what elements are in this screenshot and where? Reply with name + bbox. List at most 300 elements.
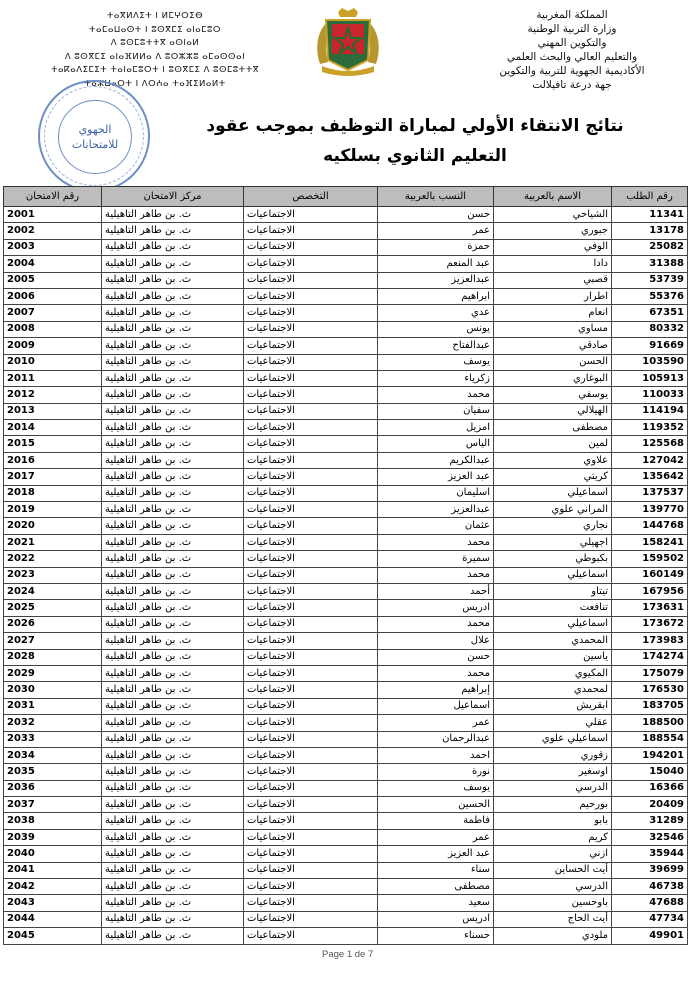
- first-name-cell: حسناء: [378, 928, 494, 944]
- last-name-cell: علاوي: [494, 452, 612, 468]
- exam-center-cell: ث. بن طاهر التاهيلية: [102, 272, 244, 288]
- table-row: [4, 354, 688, 370]
- first-name-cell: عبدالعزيز: [378, 272, 494, 288]
- first-name-cell: عمر: [378, 715, 494, 731]
- first-name-cell: عبدالكريم: [378, 452, 494, 468]
- request-number-cell: 67351: [612, 305, 688, 321]
- table-row: [4, 879, 688, 895]
- last-name-cell: ازني: [494, 846, 612, 862]
- exam-number-cell: 2035: [4, 764, 102, 780]
- last-name-cell: اسماعيلي علوي: [494, 731, 612, 747]
- specialty-cell: الاجتماعيات: [244, 616, 378, 632]
- specialty-cell: الاجتماعيات: [244, 272, 378, 288]
- specialty-cell: الاجتماعيات: [244, 715, 378, 731]
- first-name-cell: إبراهيم: [378, 682, 494, 698]
- exam-center-cell: ث. بن طاهر التاهيلية: [102, 420, 244, 436]
- exam-center-cell: ث. بن طاهر التاهيلية: [102, 846, 244, 862]
- first-name-cell: عبد المنعم: [378, 256, 494, 272]
- column-header-last-name: الاسم بالعربية: [494, 187, 612, 207]
- first-name-cell: حمزة: [378, 239, 494, 255]
- exam-number-cell: 2043: [4, 895, 102, 911]
- exam-center-cell: ث. بن طاهر التاهيلية: [102, 649, 244, 665]
- exam-center-cell: ث. بن طاهر التاهيلية: [102, 534, 244, 550]
- first-name-cell: ادريس: [378, 600, 494, 616]
- table-row: [4, 452, 688, 468]
- last-name-cell: المحمدي: [494, 633, 612, 649]
- table-row: [4, 682, 688, 698]
- first-name-cell: محمد: [378, 665, 494, 681]
- request-number-cell: 47734: [612, 911, 688, 927]
- exam-number-cell: 2026: [4, 616, 102, 632]
- specialty-cell: الاجتماعيات: [244, 387, 378, 403]
- exam-number-cell: 2011: [4, 370, 102, 386]
- header-right-line: والتكوين المهني: [537, 37, 607, 49]
- specialty-cell: الاجتماعيات: [244, 354, 378, 370]
- table-row: [4, 502, 688, 518]
- specialty-cell: الاجتماعيات: [244, 207, 378, 223]
- request-number-cell: 15040: [612, 764, 688, 780]
- table-row: [4, 583, 688, 599]
- first-name-cell: حسن: [378, 649, 494, 665]
- exam-center-cell: ث. بن طاهر التاهيلية: [102, 698, 244, 714]
- exam-number-cell: 2018: [4, 485, 102, 501]
- exam-center-cell: ث. بن طاهر التاهيلية: [102, 321, 244, 337]
- table-row: [4, 207, 688, 223]
- last-name-cell: اجهيلي: [494, 534, 612, 550]
- exam-center-cell: ث. بن طاهر التاهيلية: [102, 928, 244, 944]
- last-name-cell: اوسغير: [494, 764, 612, 780]
- request-number-cell: 16366: [612, 780, 688, 796]
- specialty-cell: الاجتماعيات: [244, 321, 378, 337]
- request-number-cell: 188500: [612, 715, 688, 731]
- specialty-cell: الاجتماعيات: [244, 747, 378, 763]
- column-header-specialty: التخصص: [244, 187, 378, 207]
- exam-center-cell: ث. بن طاهر التاهيلية: [102, 862, 244, 878]
- last-name-cell: نجاري: [494, 518, 612, 534]
- request-number-cell: 188554: [612, 731, 688, 747]
- specialty-cell: الاجتماعيات: [244, 698, 378, 714]
- request-number-cell: 158241: [612, 534, 688, 550]
- specialty-cell: الاجتماعيات: [244, 797, 378, 813]
- request-number-cell: 35944: [612, 846, 688, 862]
- exam-number-cell: 2038: [4, 813, 102, 829]
- exam-center-cell: ث. بن طاهر التاهيلية: [102, 813, 244, 829]
- request-number-cell: 32546: [612, 829, 688, 845]
- last-name-cell: كريتي: [494, 469, 612, 485]
- table-row: [4, 731, 688, 747]
- first-name-cell: ابراهيم: [378, 288, 494, 304]
- last-name-cell: انعام: [494, 305, 612, 321]
- stamp-text: الجهوي: [78, 123, 112, 136]
- table-row: [4, 256, 688, 272]
- last-name-cell: ابقريش: [494, 698, 612, 714]
- first-name-cell: عمر: [378, 829, 494, 845]
- exam-center-cell: ث. بن طاهر التاهيلية: [102, 288, 244, 304]
- specialty-cell: الاجتماعيات: [244, 420, 378, 436]
- exam-number-cell: 2041: [4, 862, 102, 878]
- last-name-cell: قصبي: [494, 272, 612, 288]
- first-name-cell: فاطمة: [378, 813, 494, 829]
- last-name-cell: لمحمدي: [494, 682, 612, 698]
- specialty-cell: الاجتماعيات: [244, 911, 378, 927]
- last-name-cell: تنافعت: [494, 600, 612, 616]
- last-name-cell: دادا: [494, 256, 612, 272]
- request-number-cell: 80332: [612, 321, 688, 337]
- column-header-exam-number: رقم الامتحان: [4, 187, 102, 207]
- specialty-cell: الاجتماعيات: [244, 436, 378, 452]
- last-name-cell: لمين: [494, 436, 612, 452]
- exam-center-cell: ث. بن طاهر التاهيلية: [102, 502, 244, 518]
- request-number-cell: 135642: [612, 469, 688, 485]
- request-number-cell: 11341: [612, 207, 688, 223]
- request-number-cell: 125568: [612, 436, 688, 452]
- last-name-cell: ياسين: [494, 649, 612, 665]
- exam-number-cell: 2042: [4, 879, 102, 895]
- last-name-cell: البوغاري: [494, 370, 612, 386]
- request-number-cell: 39699: [612, 862, 688, 878]
- exam-center-cell: ث. بن طاهر التاهيلية: [102, 518, 244, 534]
- request-number-cell: 105913: [612, 370, 688, 386]
- specialty-cell: الاجتماعيات: [244, 928, 378, 944]
- exam-center-cell: ث. بن طاهر التاهيلية: [102, 764, 244, 780]
- last-name-cell: جبوري: [494, 223, 612, 239]
- last-name-cell: مساوي: [494, 321, 612, 337]
- last-name-cell: زقوري: [494, 747, 612, 763]
- table-row: [4, 780, 688, 796]
- header-left-tifinagh: [40, 10, 270, 91]
- exam-center-cell: ث. بن طاهر التاهيلية: [102, 731, 244, 747]
- first-name-cell: امزيل: [378, 420, 494, 436]
- exam-center-cell: ث. بن طاهر التاهيلية: [102, 747, 244, 763]
- exam-number-cell: 2033: [4, 731, 102, 747]
- table-row: [4, 370, 688, 386]
- exam-center-cell: ث. بن طاهر التاهيلية: [102, 207, 244, 223]
- header-right-line: وزارة التربية الوطنية: [527, 23, 617, 35]
- request-number-cell: 31289: [612, 813, 688, 829]
- table-row: [4, 534, 688, 550]
- last-name-cell: ملودي: [494, 928, 612, 944]
- exam-center-cell: ث. بن طاهر التاهيلية: [102, 665, 244, 681]
- page-subtitle: التعليم الثانوي بسلكيه: [323, 146, 507, 166]
- table-row: [4, 436, 688, 452]
- specialty-cell: الاجتماعيات: [244, 895, 378, 911]
- specialty-cell: الاجتماعيات: [244, 764, 378, 780]
- first-name-cell: عثمان: [378, 518, 494, 534]
- exam-center-cell: ث. بن طاهر التاهيلية: [102, 600, 244, 616]
- exam-center-cell: ث. بن طاهر التاهيلية: [102, 403, 244, 419]
- request-number-cell: 119352: [612, 420, 688, 436]
- last-name-cell: كريم: [494, 829, 612, 845]
- coat-of-arms-emblem: [312, 6, 384, 76]
- header-right-line: والتعليم العالي والبحث العلمي: [506, 51, 638, 63]
- specialty-cell: الاجتماعيات: [244, 502, 378, 518]
- first-name-cell: يوسف: [378, 354, 494, 370]
- request-number-cell: 47688: [612, 895, 688, 911]
- specialty-cell: الاجتماعيات: [244, 223, 378, 239]
- request-number-cell: 103590: [612, 354, 688, 370]
- table-row: [4, 764, 688, 780]
- first-name-cell: احمد: [378, 747, 494, 763]
- first-name-cell: نورة: [378, 764, 494, 780]
- exam-number-cell: 2021: [4, 534, 102, 550]
- exam-number-cell: 2015: [4, 436, 102, 452]
- specialty-cell: الاجتماعيات: [244, 600, 378, 616]
- table-row: [4, 239, 688, 255]
- table-row: [4, 567, 688, 583]
- table-row: [4, 321, 688, 337]
- exam-center-cell: ث. بن طاهر التاهيلية: [102, 633, 244, 649]
- request-number-cell: 173631: [612, 600, 688, 616]
- request-number-cell: 160149: [612, 567, 688, 583]
- table-row: [4, 616, 688, 632]
- specialty-cell: الاجتماعيات: [244, 649, 378, 665]
- first-name-cell: أحمد: [378, 583, 494, 599]
- request-number-cell: 31388: [612, 256, 688, 272]
- request-number-cell: 91669: [612, 338, 688, 354]
- exam-center-cell: ث. بن طاهر التاهيلية: [102, 879, 244, 895]
- exam-center-cell: ث. بن طاهر التاهيلية: [102, 829, 244, 845]
- exam-number-cell: 2007: [4, 305, 102, 321]
- exam-number-cell: 2008: [4, 321, 102, 337]
- last-name-cell: المكيوي: [494, 665, 612, 681]
- specialty-cell: الاجتماعيات: [244, 813, 378, 829]
- official-stamp: [38, 80, 150, 192]
- table-row: [4, 665, 688, 681]
- exam-number-cell: 2002: [4, 223, 102, 239]
- request-number-cell: 20409: [612, 797, 688, 813]
- specialty-cell: الاجتماعيات: [244, 665, 378, 681]
- specialty-cell: الاجتماعيات: [244, 551, 378, 567]
- exam-number-cell: 2037: [4, 797, 102, 813]
- last-name-cell: الدرسي: [494, 879, 612, 895]
- first-name-cell: ادريس: [378, 911, 494, 927]
- exam-number-cell: 2029: [4, 665, 102, 681]
- last-name-cell: تيتاو: [494, 583, 612, 599]
- exam-center-cell: ث. بن طاهر التاهيلية: [102, 895, 244, 911]
- specialty-cell: الاجتماعيات: [244, 256, 378, 272]
- exam-number-cell: 2006: [4, 288, 102, 304]
- specialty-cell: الاجتماعيات: [244, 452, 378, 468]
- stamp-center: [58, 100, 132, 174]
- specialty-cell: الاجتماعيات: [244, 731, 378, 747]
- first-name-cell: عمر: [378, 223, 494, 239]
- specialty-cell: الاجتماعيات: [244, 469, 378, 485]
- table-row: [4, 846, 688, 862]
- specialty-cell: الاجتماعيات: [244, 534, 378, 550]
- table-row: [4, 387, 688, 403]
- header-right-line: المملكة المغربية: [536, 9, 608, 21]
- request-number-cell: 144768: [612, 518, 688, 534]
- table-row: [4, 649, 688, 665]
- last-name-cell: عقلي: [494, 715, 612, 731]
- first-name-cell: علال: [378, 633, 494, 649]
- first-name-cell: سميرة: [378, 551, 494, 567]
- last-name-cell: بورحيم: [494, 797, 612, 813]
- last-name-cell: الحسن: [494, 354, 612, 370]
- table-row: [4, 797, 688, 813]
- request-number-cell: 194201: [612, 747, 688, 763]
- last-name-cell: بكبوطي: [494, 551, 612, 567]
- exam-center-cell: ث. بن طاهر التاهيلية: [102, 370, 244, 386]
- specialty-cell: الاجتماعيات: [244, 338, 378, 354]
- last-name-cell: يوسفي: [494, 387, 612, 403]
- last-name-cell: أيت الحاج: [494, 911, 612, 927]
- request-number-cell: 55376: [612, 288, 688, 304]
- first-name-cell: عدي: [378, 305, 494, 321]
- exam-center-cell: ث. بن طاهر التاهيلية: [102, 387, 244, 403]
- specialty-cell: الاجتماعيات: [244, 305, 378, 321]
- last-name-cell: اسماعيلي: [494, 485, 612, 501]
- request-number-cell: 159502: [612, 551, 688, 567]
- first-name-cell: سعيد: [378, 895, 494, 911]
- page-number: Page 1 de 7: [322, 949, 374, 960]
- header-right-line: الأكاديمية الجهوية للتربية والتكوين: [499, 65, 645, 77]
- first-name-cell: يوسف: [378, 780, 494, 796]
- exam-number-cell: 2017: [4, 469, 102, 485]
- first-name-cell: يونس: [378, 321, 494, 337]
- first-name-cell: محمد: [378, 534, 494, 550]
- header-left-line: ⵜⴰⵣⵡⴰⵔⵜ ⵏ ⴷⵔⵄⴰ ⵜⴰⴼⵉⵍⴰⵍⵜ: [84, 78, 226, 89]
- exam-number-cell: 2020: [4, 518, 102, 534]
- table-row: [4, 895, 688, 911]
- specialty-cell: الاجتماعيات: [244, 518, 378, 534]
- column-header-first-name: النسب بالعربية: [378, 187, 494, 207]
- exam-center-cell: ث. بن طاهر التاهيلية: [102, 223, 244, 239]
- specialty-cell: الاجتماعيات: [244, 583, 378, 599]
- exam-number-cell: 2019: [4, 502, 102, 518]
- column-header-exam-center: مركز الامتحان: [102, 187, 244, 207]
- last-name-cell: الشياحي: [494, 207, 612, 223]
- exam-number-cell: 2040: [4, 846, 102, 862]
- exam-center-cell: ث. بن طاهر التاهيلية: [102, 583, 244, 599]
- exam-center-cell: ث. بن طاهر التاهيلية: [102, 469, 244, 485]
- first-name-cell: عبد العزيز: [378, 469, 494, 485]
- exam-center-cell: ث. بن طاهر التاهيلية: [102, 436, 244, 452]
- first-name-cell: الحسين: [378, 797, 494, 813]
- table-row: [4, 862, 688, 878]
- specialty-cell: الاجتماعيات: [244, 862, 378, 878]
- request-number-cell: 175079: [612, 665, 688, 681]
- exam-center-cell: ث. بن طاهر التاهيلية: [102, 911, 244, 927]
- exam-number-cell: 2032: [4, 715, 102, 731]
- exam-center-cell: ث. بن طاهر التاهيلية: [102, 485, 244, 501]
- last-name-cell: مصطفى: [494, 420, 612, 436]
- exam-center-cell: ث. بن طاهر التاهيلية: [102, 780, 244, 796]
- exam-number-cell: 2010: [4, 354, 102, 370]
- request-number-cell: 167956: [612, 583, 688, 599]
- request-number-cell: 176530: [612, 682, 688, 698]
- last-name-cell: بابو: [494, 813, 612, 829]
- first-name-cell: عبدالعزيز: [378, 502, 494, 518]
- exam-number-cell: 2003: [4, 239, 102, 255]
- specialty-cell: الاجتماعيات: [244, 239, 378, 255]
- table-row: [4, 928, 688, 944]
- request-number-cell: 127042: [612, 452, 688, 468]
- request-number-cell: 137537: [612, 485, 688, 501]
- column-header-request-number: رقم الطلب: [612, 187, 688, 207]
- request-number-cell: 49901: [612, 928, 688, 944]
- request-number-cell: 174274: [612, 649, 688, 665]
- request-number-cell: 139770: [612, 502, 688, 518]
- exam-center-cell: ث. بن طاهر التاهيلية: [102, 715, 244, 731]
- last-name-cell: اسماعيلي: [494, 567, 612, 583]
- exam-number-cell: 2013: [4, 403, 102, 419]
- first-name-cell: حسن: [378, 207, 494, 223]
- exam-center-cell: ث. بن طاهر التاهيلية: [102, 567, 244, 583]
- table-row: [4, 747, 688, 763]
- table-row: [4, 633, 688, 649]
- exam-number-cell: 2005: [4, 272, 102, 288]
- request-number-cell: 173672: [612, 616, 688, 632]
- exam-center-cell: ث. بن طاهر التاهيلية: [102, 797, 244, 813]
- exam-number-cell: 2001: [4, 207, 102, 223]
- last-name-cell: اسماعيلي: [494, 616, 612, 632]
- last-name-cell: المراني علوي: [494, 502, 612, 518]
- specialty-cell: الاجتماعيات: [244, 633, 378, 649]
- request-number-cell: 53739: [612, 272, 688, 288]
- table-row: [4, 420, 688, 436]
- table-row: [4, 911, 688, 927]
- first-name-cell: سناء: [378, 862, 494, 878]
- exam-number-cell: 2012: [4, 387, 102, 403]
- table-row: [4, 551, 688, 567]
- specialty-cell: الاجتماعيات: [244, 567, 378, 583]
- request-number-cell: 110033: [612, 387, 688, 403]
- table-row: [4, 600, 688, 616]
- header-left-line: ⴷ ⵓⵙⴳⵎⵉ ⴰⵏⴰⴼⵍⵍⴰ ⴷ ⵓⵔⵣⵣⵓ ⴰⵎⴰⵙⵙⴰⵏ: [64, 51, 246, 62]
- first-name-cell: زكرياء: [378, 370, 494, 386]
- table-row: [4, 698, 688, 714]
- first-name-cell: اسليمان: [378, 485, 494, 501]
- exam-number-cell: 2028: [4, 649, 102, 665]
- table-row: [4, 338, 688, 354]
- table-header-row: [4, 187, 688, 207]
- specialty-cell: الاجتماعيات: [244, 403, 378, 419]
- header-left-line: ⵜⴰⴽⴰⴷⵉⵎⵉⵜ ⵜⴰⵏⴰⵎⵓⵔⵜ ⵏ ⵓⵙⴳⵎⵉ ⴷ ⵓⵙⵎⵓⵜⵜⴳ: [50, 65, 260, 75]
- table-row: [4, 715, 688, 731]
- exam-center-cell: ث. بن طاهر التاهيلية: [102, 338, 244, 354]
- request-number-cell: 25082: [612, 239, 688, 255]
- last-name-cell: الهيلالي: [494, 403, 612, 419]
- table-row: [4, 288, 688, 304]
- first-name-cell: عبدالرحمان: [378, 731, 494, 747]
- exam-center-cell: ث. بن طاهر التاهيلية: [102, 354, 244, 370]
- first-name-cell: عبدالفتاح: [378, 338, 494, 354]
- header-right-line: جهة درعة تافيلالت: [532, 79, 612, 91]
- request-number-cell: 46738: [612, 879, 688, 895]
- last-name-cell: أيت الحساين: [494, 862, 612, 878]
- exam-number-cell: 2014: [4, 420, 102, 436]
- first-name-cell: عبد العزيز: [378, 846, 494, 862]
- header-right-arabic: [462, 8, 682, 92]
- request-number-cell: 114194: [612, 403, 688, 419]
- request-number-cell: 173983: [612, 633, 688, 649]
- first-name-cell: محمد: [378, 567, 494, 583]
- first-name-cell: سفيان: [378, 403, 494, 419]
- page-title: نتائج الانتقاء الأولي لمباراة التوظيف بموجب عقود: [206, 116, 624, 136]
- exam-center-cell: ث. بن طاهر التاهيلية: [102, 551, 244, 567]
- exam-number-cell: 2024: [4, 583, 102, 599]
- exam-number-cell: 2016: [4, 452, 102, 468]
- exam-number-cell: 2025: [4, 600, 102, 616]
- last-name-cell: الوفي: [494, 239, 612, 255]
- exam-number-cell: 2023: [4, 567, 102, 583]
- exam-center-cell: ث. بن طاهر التاهيلية: [102, 239, 244, 255]
- table-row: [4, 223, 688, 239]
- exam-number-cell: 2044: [4, 911, 102, 927]
- table-row: [4, 469, 688, 485]
- stamp-text: للامتحانات: [71, 138, 119, 151]
